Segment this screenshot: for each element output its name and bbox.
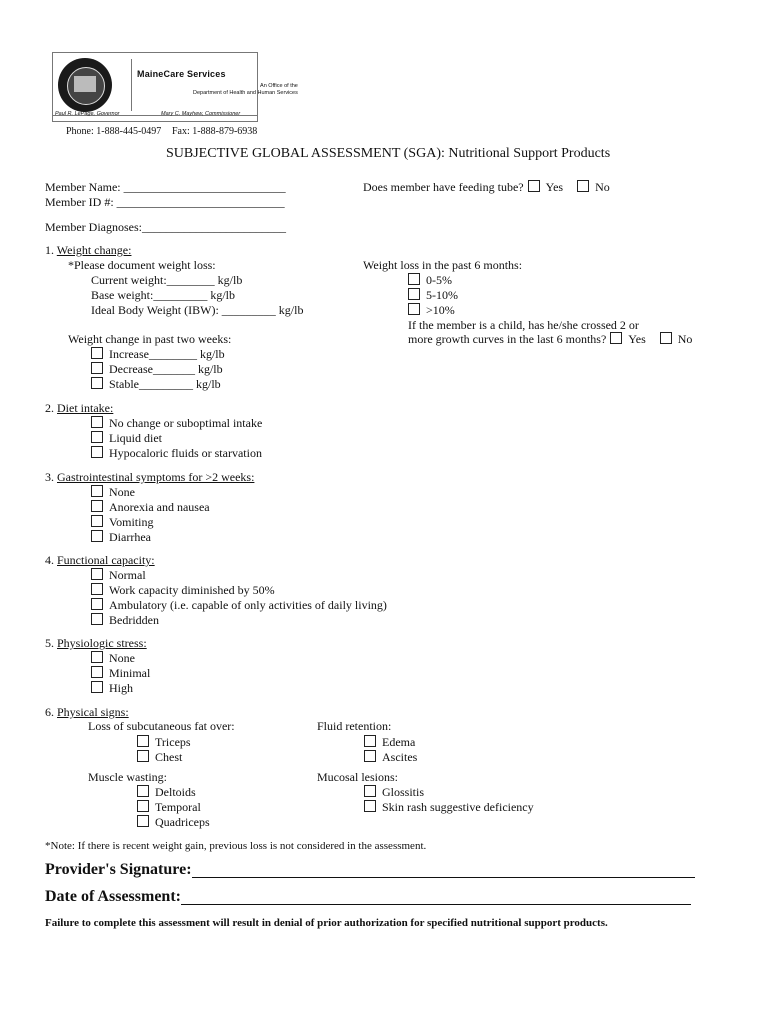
feeding-tube-yes-checkbox[interactable]: [528, 180, 540, 192]
weight-loss-note: *Please document weight loss:: [68, 258, 216, 272]
stress-checkbox[interactable]: [91, 651, 103, 663]
fat-checkbox[interactable]: [137, 750, 149, 762]
loss-0-5-option[interactable]: 0-5%: [408, 273, 452, 287]
muscle-wasting-label: Muscle wasting:: [88, 770, 167, 784]
muscle-checkbox[interactable]: [137, 800, 149, 812]
fluid-option[interactable]: Edema: [364, 735, 415, 749]
increase-option[interactable]: Increase________ kg/lb: [91, 347, 225, 361]
gi-checkbox[interactable]: [91, 530, 103, 542]
fluid-checkbox[interactable]: [364, 750, 376, 762]
gi-checkbox[interactable]: [91, 485, 103, 497]
child-no-checkbox[interactable]: [660, 332, 672, 344]
state-seal-icon: [58, 58, 112, 112]
muscle-checkbox[interactable]: [137, 785, 149, 797]
diet-checkbox[interactable]: [91, 431, 103, 443]
date-label: Date of Assessment:: [45, 888, 181, 905]
page-title: SUBJECTIVE GLOBAL ASSESSMENT (SGA): Nutritional Support Products: [166, 146, 611, 161]
functional-option[interactable]: Work capacity diminished by 50%: [91, 583, 275, 597]
muscle-checkbox[interactable]: [137, 815, 149, 827]
six-months-label: Weight loss in the past 6 months:: [363, 258, 523, 272]
decrease-checkbox[interactable]: [91, 362, 103, 374]
org-subtitle: An Office of the Department of Health and Human Services: [193, 83, 298, 96]
gi-option[interactable]: Diarrhea: [91, 530, 151, 544]
weight-gain-note: *Note: If there is recent weight gain, previous loss is not considered in the assessment.: [45, 840, 427, 852]
feeding-tube-question: Does member have feeding tube? Yes No: [363, 180, 610, 194]
section-4-heading: 4. Functional capacity:: [45, 553, 155, 567]
date-row: [45, 890, 691, 905]
stress-option[interactable]: High: [91, 681, 133, 695]
mainecare-logo: [52, 52, 298, 122]
member-diagnoses-field[interactable]: Member Diagnoses:________________________: [45, 220, 286, 234]
fluid-retention-label: Fluid retention:: [317, 719, 392, 733]
muscle-option[interactable]: Quadriceps: [137, 815, 210, 829]
diet-option[interactable]: No change or suboptimal intake: [91, 416, 262, 430]
gi-option[interactable]: Anorexia and nausea: [91, 500, 210, 514]
functional-option[interactable]: Bedridden: [91, 613, 159, 627]
functional-option[interactable]: Ambulatory (i.e. capable of only activities of daily living): [91, 598, 387, 612]
member-id-field[interactable]: Member ID #: ____________________________: [45, 195, 285, 209]
loss-0-5-checkbox[interactable]: [408, 273, 420, 285]
signature-line[interactable]: [192, 863, 695, 878]
functional-option[interactable]: Normal: [91, 568, 146, 582]
org-name: MaineCare Services: [137, 69, 226, 79]
current-weight-field[interactable]: Current weight:________ kg/lb: [91, 273, 243, 287]
stress-checkbox[interactable]: [91, 681, 103, 693]
functional-checkbox[interactable]: [91, 598, 103, 610]
stress-option[interactable]: Minimal: [91, 666, 150, 680]
fat-loss-label: Loss of subcutaneous fat over:: [88, 719, 235, 733]
gi-option[interactable]: None: [91, 485, 135, 499]
fat-option[interactable]: Triceps: [137, 735, 191, 749]
member-name-field[interactable]: Member Name: ___________________________: [45, 180, 286, 194]
gi-option[interactable]: Vomiting: [91, 515, 153, 529]
loss-5-10-option[interactable]: 5-10%: [408, 288, 458, 302]
loss-over-10-option[interactable]: >10%: [408, 303, 455, 317]
date-line[interactable]: [181, 890, 691, 905]
diet-option[interactable]: Hypocaloric fluids or starvation: [91, 446, 262, 460]
gi-checkbox[interactable]: [91, 500, 103, 512]
commissioner-name: Mary C. Mayhew, Commissioner: [161, 111, 241, 117]
diet-checkbox[interactable]: [91, 446, 103, 458]
fluid-checkbox[interactable]: [364, 735, 376, 747]
ibw-field[interactable]: Ideal Body Weight (IBW): _________ kg/lb: [91, 303, 304, 317]
fat-checkbox[interactable]: [137, 735, 149, 747]
child-question-line2: more growth curves in the last 6 months? Yes No: [408, 332, 693, 346]
fluid-option[interactable]: Ascites: [364, 750, 417, 764]
section-2-heading: 2. Diet intake:: [45, 401, 114, 415]
loss-over-10-checkbox[interactable]: [408, 303, 420, 315]
muscle-option[interactable]: Deltoids: [137, 785, 196, 799]
fat-option[interactable]: Chest: [137, 750, 182, 764]
diet-checkbox[interactable]: [91, 416, 103, 428]
stable-option[interactable]: Stable_________ kg/lb: [91, 377, 221, 391]
increase-checkbox[interactable]: [91, 347, 103, 359]
governor-name: Paul R. LePage, Governor: [55, 111, 120, 117]
base-weight-field[interactable]: Base weight:_________ kg/lb: [91, 288, 235, 302]
stress-option[interactable]: None: [91, 651, 135, 665]
muscle-option[interactable]: Temporal: [137, 800, 201, 814]
stable-checkbox[interactable]: [91, 377, 103, 389]
section-6-heading: 6. Physical signs:: [45, 705, 129, 719]
mucosal-checkbox[interactable]: [364, 785, 376, 797]
signature-row: [45, 863, 695, 878]
diet-option[interactable]: Liquid diet: [91, 431, 162, 445]
functional-checkbox[interactable]: [91, 613, 103, 625]
loss-5-10-checkbox[interactable]: [408, 288, 420, 300]
fax-number: Fax: 1-888-879-6938: [172, 126, 258, 137]
footer-warning: Failure to complete this assessment will result in denial of prior authorization for specified nutritional support products.: [45, 917, 608, 929]
mucosal-lesions-label: Mucosal lesions:: [317, 770, 398, 784]
decrease-option[interactable]: Decrease_______ kg/lb: [91, 362, 223, 376]
child-yes-checkbox[interactable]: [610, 332, 622, 344]
stress-checkbox[interactable]: [91, 666, 103, 678]
section-5-heading: 5. Physiologic stress:: [45, 636, 147, 650]
signature-label: Provider's Signature:: [45, 861, 192, 878]
functional-checkbox[interactable]: [91, 568, 103, 580]
section-1-heading: 1. Weight change:: [45, 243, 132, 257]
functional-checkbox[interactable]: [91, 583, 103, 595]
mucosal-option[interactable]: Skin rash suggestive deficiency: [364, 800, 534, 814]
mucosal-option[interactable]: Glossitis: [364, 785, 424, 799]
gi-checkbox[interactable]: [91, 515, 103, 527]
child-question-line1: If the member is a child, has he/she crossed 2 or: [408, 318, 639, 332]
two-weeks-label: Weight change in past two weeks:: [68, 332, 232, 346]
mucosal-checkbox[interactable]: [364, 800, 376, 812]
phone-number: Phone: 1-888-445-0497: [66, 126, 162, 137]
feeding-tube-no-checkbox[interactable]: [577, 180, 589, 192]
section-3-heading: 3. Gastrointestinal symptoms for >2 weeks:: [45, 470, 255, 484]
